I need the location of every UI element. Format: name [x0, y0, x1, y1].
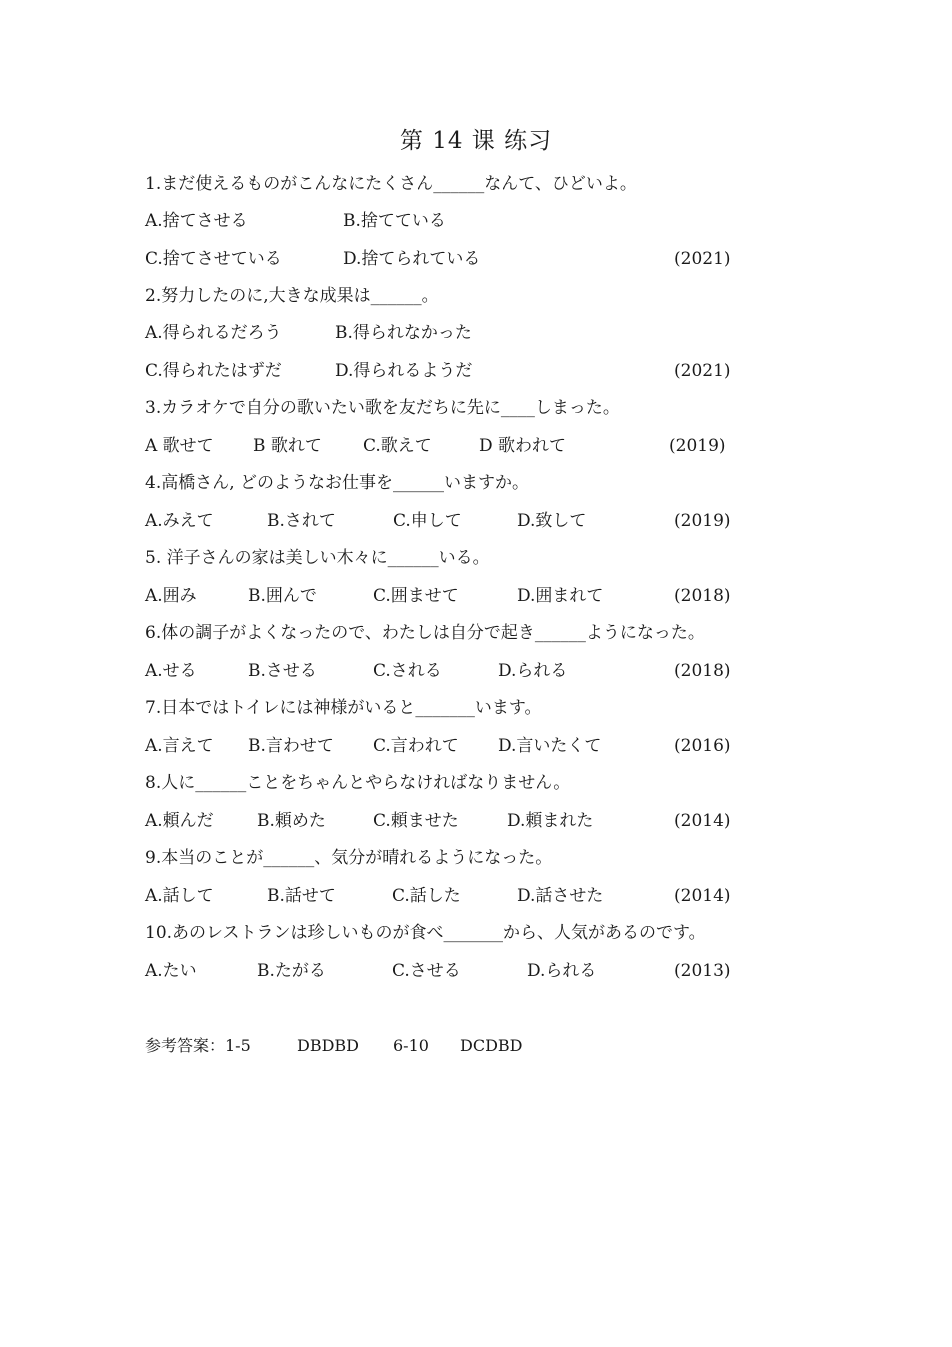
question-8-option-d: D.頼まれた	[507, 811, 594, 831]
question-1-option-a: A.捨てさせる	[145, 211, 248, 231]
question-5-year: (2018)	[674, 586, 731, 606]
question-10-option-b: B.たがる	[257, 961, 326, 981]
question-3-option-c: C.歌えて	[363, 436, 432, 456]
question-6-option-c: C.される	[373, 661, 442, 681]
question-9-option-d: D.話させた	[517, 886, 604, 906]
question-5-option-b: B.囲んで	[248, 586, 317, 606]
question-6-year: (2018)	[674, 661, 731, 681]
question-2-option-a: A.得られるだろう	[145, 323, 282, 343]
question-1-stem: 1.まだ使えるものがこんなにたくさん______なんて、ひどいよ。	[145, 174, 637, 194]
question-7-option-a: A.言えて	[145, 736, 214, 756]
answer-key-part2: DCDBD	[460, 1036, 523, 1055]
question-8-option-b: B.頼めた	[257, 811, 326, 831]
question-4-stem: 4.高橋さん, どのようなお仕事を______いますか。	[145, 473, 530, 493]
answer-key-part1: DBDBD	[297, 1036, 359, 1055]
question-7-option-b: B.言わせて	[248, 736, 334, 756]
question-2-option-d: D.得られるようだ	[335, 361, 473, 381]
question-7-stem: 7.日本ではトイレには神様がいると_______います。	[145, 698, 542, 718]
question-3-option-a: A 歌せて	[145, 436, 214, 456]
question-6-option-d: D.られる	[498, 661, 568, 681]
question-8-stem: 8.人に______ことをちゃんとやらなければなりません。	[145, 773, 571, 793]
question-1-year: (2021)	[674, 249, 731, 269]
question-9-year: (2014)	[674, 886, 731, 906]
question-9-stem: 9.本当のことが______、気分が晴れるようになった。	[145, 848, 553, 868]
question-3-year: (2019)	[669, 436, 726, 456]
question-5-option-a: A.囲み	[145, 586, 197, 606]
question-10-year: (2013)	[674, 961, 731, 981]
question-3-option-b: B 歌れて	[253, 436, 322, 456]
question-10-option-a: A.たい	[145, 961, 197, 981]
question-9-option-b: B.話せて	[267, 886, 336, 906]
question-9-option-a: A.話して	[145, 886, 214, 906]
question-10-option-c: C.させる	[392, 961, 461, 981]
question-3-option-d: D 歌われて	[479, 436, 567, 456]
question-3-stem: 3.カラオケで自分の歌いたい歌を友だちに先に____しまった。	[145, 398, 620, 418]
question-6-stem: 6.体の調子がよくなったので、わたしは自分で起き______ようになった。	[145, 623, 705, 643]
question-10-stem: 10.あのレストランは珍しいものが食べ_______から、人気があるのです。	[145, 923, 706, 943]
question-4-year: (2019)	[674, 511, 731, 531]
question-10-option-d: D.られる	[527, 961, 597, 981]
question-2-option-b: B.得られなかった	[335, 323, 472, 343]
question-4-option-d: D.致して	[517, 511, 587, 531]
question-7-option-d: D.言いたくて	[498, 736, 602, 756]
question-5-option-c: C.囲ませて	[373, 586, 459, 606]
question-7-year: (2016)	[674, 736, 731, 756]
question-2-option-c: C.得られたはずだ	[145, 361, 282, 381]
question-2-stem: 2.努力したのに,大きな成果は______。	[145, 286, 439, 306]
question-2-year: (2021)	[674, 361, 731, 381]
question-8-year: (2014)	[674, 811, 731, 831]
question-8-option-c: C.頼ませた	[373, 811, 459, 831]
question-5-option-d: D.囲まれて	[517, 586, 604, 606]
question-4-option-a: A.みえて	[145, 511, 214, 531]
question-5-stem: 5. 洋子さんの家は美しい木々に______いる。	[145, 548, 490, 568]
question-7-option-c: C.言われて	[373, 736, 459, 756]
question-9-option-c: C.話した	[392, 886, 461, 906]
page-title: 第 14 课 练习	[399, 128, 553, 154]
answer-key-range2: 6-10	[393, 1036, 429, 1055]
question-8-option-a: A.頼んだ	[145, 811, 214, 831]
question-4-option-c: C.申して	[393, 511, 462, 531]
question-1-option-b: B.捨てている	[343, 211, 446, 231]
answer-key-label: 参考答案：1-5	[145, 1036, 251, 1055]
question-6-option-b: B.させる	[248, 661, 317, 681]
question-6-option-a: A.せる	[145, 661, 197, 681]
question-1-option-c: C.捨てさせている	[145, 249, 282, 269]
question-1-option-d: D.捨てられている	[343, 249, 481, 269]
question-4-option-b: B.されて	[267, 511, 336, 531]
